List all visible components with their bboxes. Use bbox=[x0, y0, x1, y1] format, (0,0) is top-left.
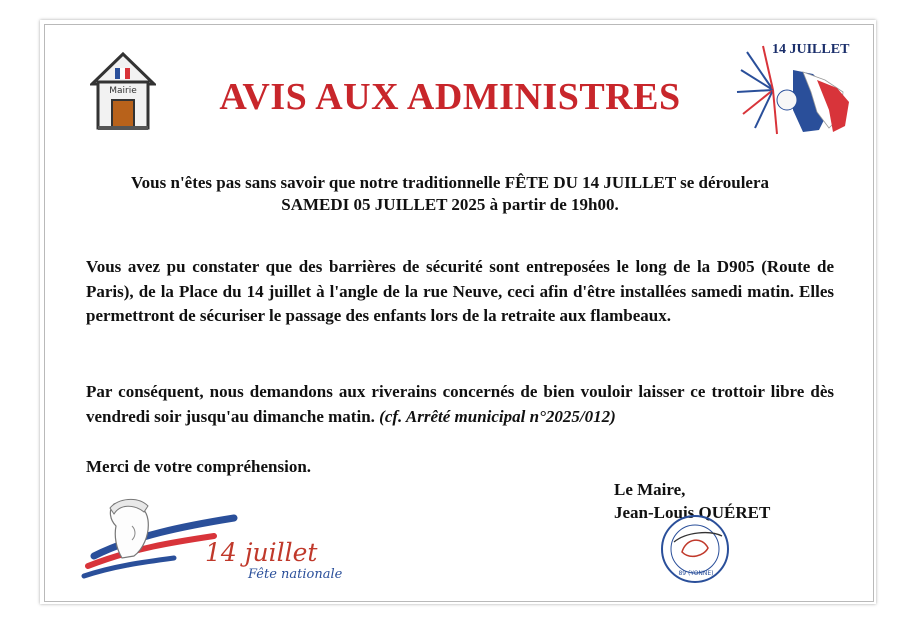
stamp-text: 89 (YONNE) bbox=[678, 570, 714, 577]
decree-reference: (cf. Arrêté municipal n°2025/012) bbox=[379, 406, 616, 426]
signature-role: Le Maire, bbox=[614, 480, 686, 499]
town-hall-sign: Mairie bbox=[109, 86, 137, 96]
fete-logo-sub: Fête nationale bbox=[248, 567, 343, 582]
page-title: AVIS AUX ADMINISTRES bbox=[219, 76, 681, 118]
signature-name: Jean-Louis QUÉRET bbox=[614, 503, 771, 522]
intro-line-1: Vous n'êtes pas sans savoir que notre traditionnelle FÊTE DU 14 JUILLET se déroulera bbox=[130, 173, 770, 192]
thanks-text: Merci de votre compréhension. bbox=[86, 457, 312, 476]
parking-request-text: Par conséquent, nous demandons aux riverains concernés de bien vouloir laisser ce trottoir libre dès vendredi soir jusqu'au dimanche matin. bbox=[86, 382, 834, 426]
badge-text: 14 JUILLET bbox=[772, 42, 850, 57]
fete-logo-main: 14 juillet bbox=[205, 538, 318, 567]
intro-line-2: SAMEDI 05 JUILLET 2025 à partir de 19h00. bbox=[281, 195, 619, 214]
parking-paragraph bbox=[86, 380, 834, 429]
barriers-paragraph: Vous avez pu constater que des barrières de sécurité sont entreposées le long de la D905 (Route de Paris), de la Place du 14 juillet à l'angle de la rue Neuve, ceci afin d'être installées samedi matin. Elles permettront de sécuriser le passage des enfants lors de la retraite aux flambeaux. bbox=[86, 257, 834, 325]
intro-text bbox=[60, 172, 840, 216]
